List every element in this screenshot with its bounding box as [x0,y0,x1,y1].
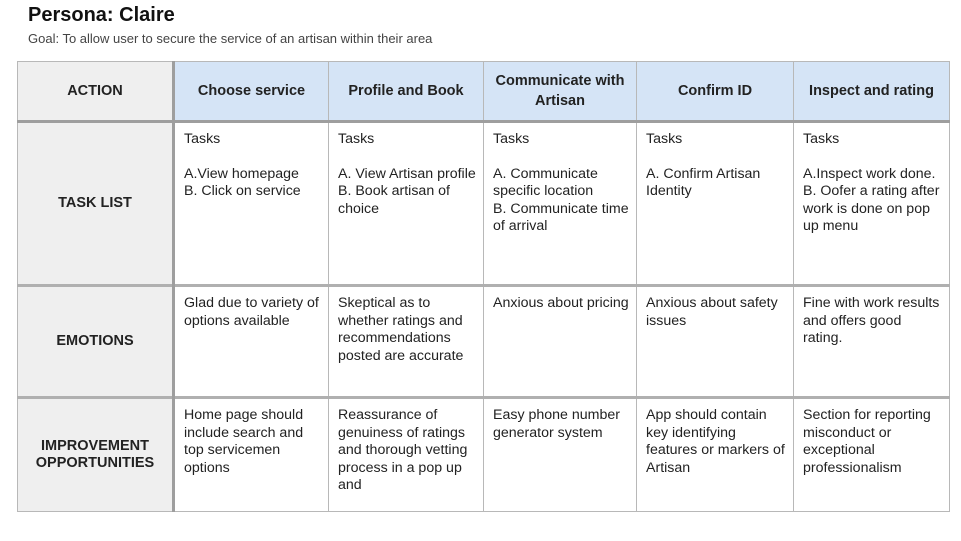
action-header-cell: ACTION [18,62,174,122]
column-header-inspect-rating: Inspect and rating [794,62,950,122]
column-header-communicate: Communicate with Artisan [484,62,637,122]
task-cell-choose-service [174,122,329,286]
header-row [18,62,950,122]
task-item: B. Communicate time of arrival [493,200,629,234]
improvement-cell-inspect-rating: Section for reporting misconduct or exceptional professionalism [794,398,950,512]
improvement-cell-confirm-id: App should contain key identifying features or markers of Artisan [637,398,794,512]
task-cell-confirm-id [637,122,794,286]
row-label-task-list: TASK LIST [18,122,174,286]
task-cell-inspect-rating [794,122,950,286]
column-header-choose-service: Choose service [174,62,329,122]
improvement-cell-communicate: Easy phone number generator system [484,398,637,512]
emotion-cell-confirm-id: Anxious about safety issues [637,286,794,398]
persona-title: Persona: Claire [28,4,175,26]
task-item: B. Book artisan of choice [338,183,450,217]
tasks-heading: Tasks [646,131,683,147]
tasks-heading: Tasks [338,131,375,147]
column-header-profile-and-book: Profile and Book [329,62,484,122]
task-item: A. Confirm Artisan Identity [646,165,761,199]
row-label-emotions: EMOTIONS [18,286,174,398]
row-label-improvement: IMPROVEMENT OPPORTUNITIES [18,398,174,512]
emotion-cell-choose-service: Glad due to variety of options available [174,286,329,398]
task-item: A.View homepage [184,165,299,182]
persona-goal: Goal: To allow user to secure the service of an artisan within their area [28,31,433,46]
tasks-heading: Tasks [803,131,840,147]
column-header-confirm-id: Confirm ID [637,62,794,122]
task-item: B. Oofer a rating after work is done on pop up menu [803,183,940,234]
tasks-heading: Tasks [493,131,530,147]
tasks-heading: Tasks [184,131,221,147]
task-item: A. View Artisan profile [338,165,476,182]
emotion-cell-communicate: Anxious about pricing [484,286,637,398]
journey-map-table [17,61,950,512]
task-list-row [18,122,950,286]
task-cell-profile-and-book [329,122,484,286]
task-cell-communicate [484,122,637,286]
task-item: B. Click on service [184,183,301,199]
improvement-cell-profile-and-book: Reassurance of genuiness of ratings and thorough vetting process in a pop up and [329,398,484,512]
emotions-row [18,286,950,398]
task-item: A. Communicate specific location [493,165,598,199]
improvement-row [18,398,950,512]
emotion-cell-inspect-rating: Fine with work results and offers good rating. [794,286,950,398]
improvement-cell-choose-service: Home page should include search and top servicemen options [174,398,329,512]
emotion-cell-profile-and-book: Skeptical as to whether ratings and recommendations posted are accurate [329,286,484,398]
task-item: A.Inspect work done. [803,165,936,182]
